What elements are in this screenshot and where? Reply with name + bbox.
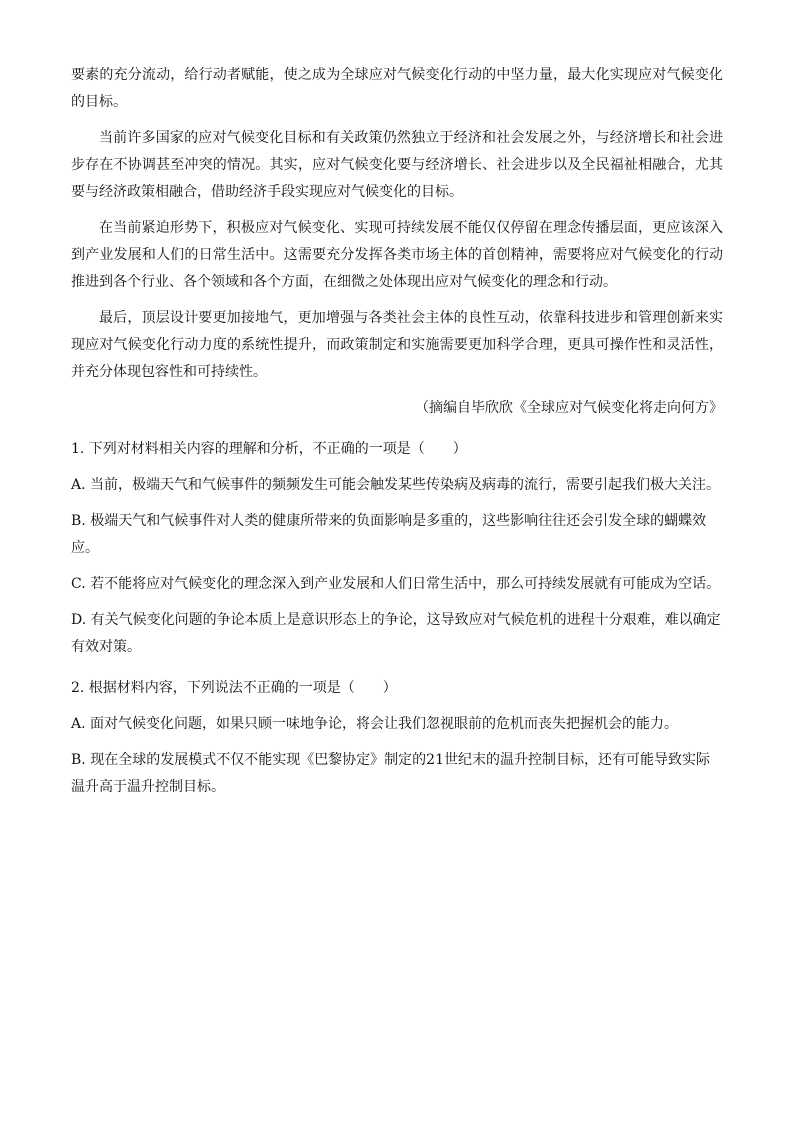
question-stem: 1. 下列对材料相关内容的理解和分析，不正确的一项是（ ） (71, 441, 467, 457)
body-paragraph: 要素的充分流动，给行动者赋能，使之成为全球应对气候变化行动的中坚力量，最大化实现应对气候变化的目标。 (71, 67, 723, 110)
body-paragraph: 当前许多国家的应对气候变化目标和有关政策仍然独立于经济和社会发展之外，与经济增长和社会进步存在不协调甚至冲突的情况。其实，应对气候变化要与经济增长、社会进步以及全民福祉相融合，尤其要与经济政策相融合，借助经济手段实现应对气候变化的目标。 (71, 130, 723, 200)
option-a: A. 当前，极端天气和气候事件的频频发生可能会触发某些传染病及病毒的流行，需要引起我们极大关注。 (71, 477, 721, 493)
option-b: B. 极端天气和气候事件对人类的健康所带来的负面影响是多重的，这些影响往往还会引发全球的蝴蝶效应。 (71, 513, 707, 556)
source-citation: （摘编自毕欣欣《全球应对气候变化将走向何方》 (415, 400, 723, 416)
question-stem: 2. 根据材料内容，下列说法不正确的一项是（ ） (71, 680, 397, 696)
option-d: D. 有关气候变化问题的争论本质上是意识形态上的争论，这导致应对气候危机的进程十分艰难，难以确定有效对策。 (71, 612, 721, 655)
option-a: A. 面对气候变化问题，如果只顾一味地争论，将会让我们忽视眼前的危机而丧失把握机会的能力。 (71, 716, 679, 732)
question-2 (71, 675, 723, 801)
question-1 (71, 436, 723, 661)
document-page (71, 62, 723, 810)
option-b: B. 现在全球的发展模式不仅不能实现《巴黎协定》制定的21世纪末的温升控制目标，还有可能导致实际温升高于温升控制目标。 (71, 752, 711, 795)
option-c: C. 若不能将应对气候变化的理念深入到产业发展和人们日常生活中，那么可持续发展就有可能成为空话。 (71, 576, 721, 592)
body-paragraph: 最后，顶层设计要更加接地气，更加增强与各类社会主体的良性互动，依靠科技进步和管理创新来实现应对气候变化行动力度的系统性提升，而政策制定和实施需要更加科学合理，更具可操作性和灵活性，并充分体现包容性和可持续性。 (71, 310, 723, 380)
body-paragraph: 在当前紧迫形势下，积极应对气候变化、实现可持续发展不能仅仅停留在理念传播层面，更应该深入到产业发展和人们的日常生活中。这需要充分发挥各类市场主体的首创精神，需要将应对气候变化的行动推进到各个行业、各个领域和各个方面，在细微之处体现出应对气候变化的理念和行动。 (71, 220, 723, 290)
